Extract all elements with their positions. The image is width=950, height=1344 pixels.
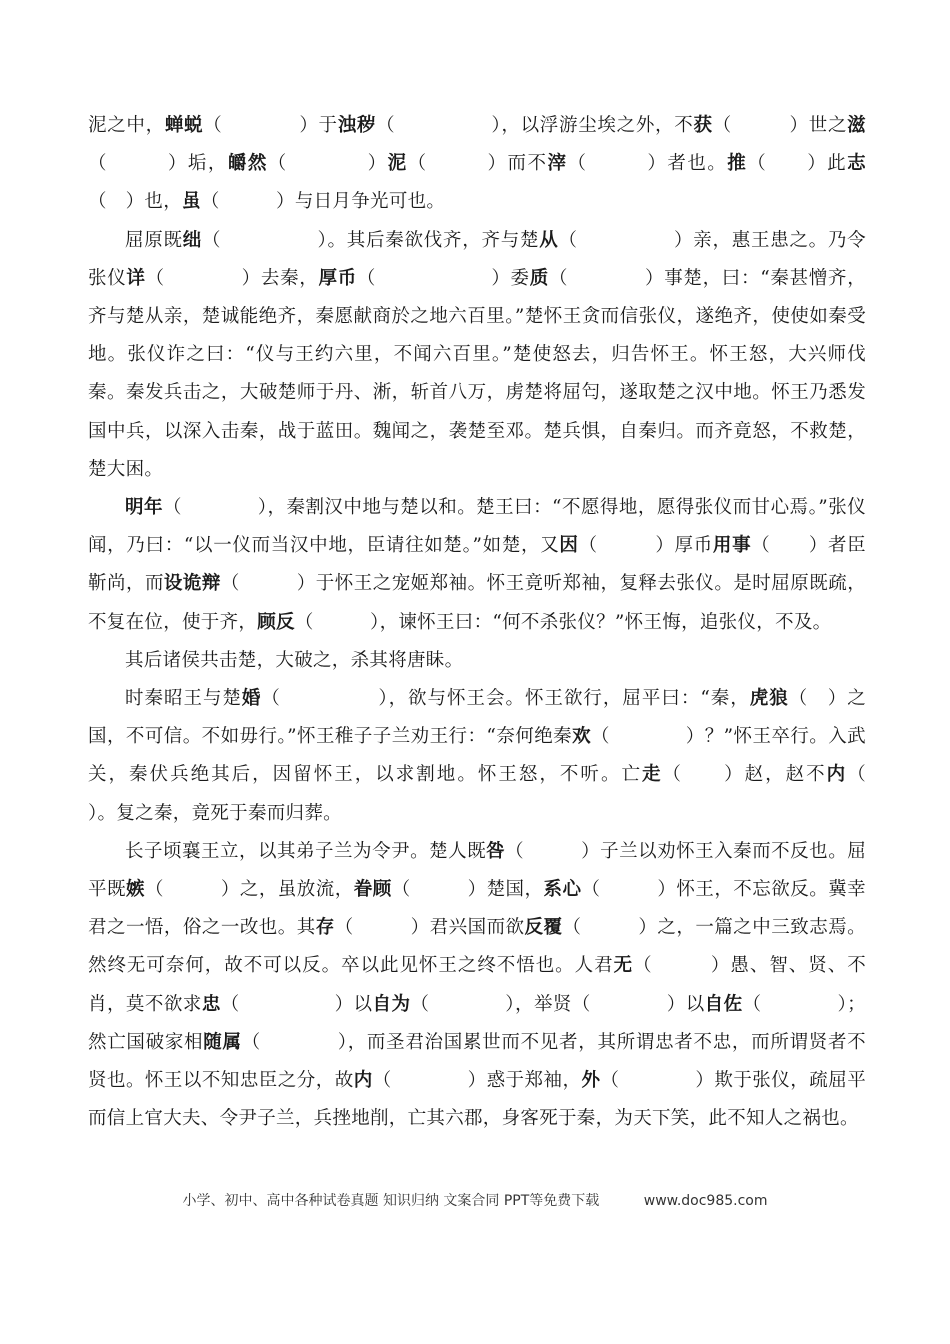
text-run: （ ）楚国，: [391, 879, 544, 901]
page-footer: [0, 1190, 950, 1210]
keyword-term: 存: [315, 917, 335, 939]
text-run: （ ）愚、智、贤、不肖，莫不欲求: [88, 955, 866, 1015]
text-run: （ ）怀王，不忘欲反。冀幸君之一悟，俗之一改也。其: [88, 879, 866, 939]
text-run: （ ）世之: [712, 115, 848, 136]
text-run: 时秦昭王与楚: [125, 688, 242, 710]
footer-text: 小学、初中、高中各种试卷真题 知识归纳 文案合同 PPT等免费下载: [182, 1193, 600, 1209]
text-run: （ ）去秦，: [145, 267, 319, 289]
keyword-term: 泥: [387, 153, 408, 175]
keyword-term: 走: [641, 764, 663, 786]
keyword-term: 厚币: [318, 267, 357, 289]
keyword-term: 自为: [372, 993, 411, 1015]
text-run: 泥之中，: [88, 115, 165, 136]
keyword-term: 从: [539, 229, 559, 251]
paragraph: [88, 222, 866, 489]
footer-url[interactable]: www.doc985.com: [643, 1193, 768, 1209]
keyword-term: 内: [353, 1070, 373, 1092]
text-run: （ ）之，一篇之中三致志焉。然终无可奈何，故不可以反。卒以此见怀王之终不悟也。人君: [88, 917, 866, 977]
text-run: （ ）与日月争光可也。: [200, 191, 446, 213]
keyword-term: 忠: [201, 993, 221, 1015]
text-run: （ ）。其后秦欲伐齐，齐与楚: [202, 229, 540, 251]
text-run: （ ），欲与怀王会。怀王欲行，屈平曰：“秦，: [261, 688, 750, 710]
text-run: （ ）子兰以劝怀王入秦而不反也。屈平既: [88, 840, 866, 901]
text-run: （ ）之国，不可信。不如毋行。”怀王稚子子兰劝王行：“奈何绝秦: [88, 688, 867, 748]
text-run: （ ）之，虽放流，: [144, 879, 354, 901]
text-run: 长子顷襄王立，以其弟子兰为令尹。楚人既: [125, 840, 487, 862]
text-run: （ ）；然亡国破家相: [88, 993, 866, 1053]
keyword-term: 外: [581, 1070, 601, 1092]
text-run: （ ）事楚，曰：“秦甚憎齐，齐与楚从亲，楚诚能绝齐，秦愿献商於之地六百里。”楚怀王贪而信张仪，遂绝齐，使使如秦受地。张仪诈之曰：“仪与王约六里，不闻六百里。”楚使怒去，归告怀王。怀王怒，大兴师伐秦。秦发兵击之，大破楚师于丹、淅，斩首八万，虏楚将屈匄，遂取楚之汉中地。怀王乃悉发国中兵，以深入击秦，战于蓝田。魏闻之，袭楚至邓。楚兵惧，自秦归。而齐竟怒，不救楚，楚大困。: [88, 267, 867, 480]
text-run: （ ），以浮游尘埃之外，不: [376, 115, 694, 136]
keyword-term: 眷顾: [353, 879, 392, 901]
text-run: （ ）垢，: [88, 153, 228, 175]
keyword-term: 设诡辩: [163, 573, 221, 595]
text-run: 屈原既: [125, 229, 183, 251]
text-run: （ ）亲，惠王患之。乃令张仪: [88, 229, 866, 289]
text-run: （ ）者臣靳尚，而: [88, 535, 866, 595]
text-run: （ ）于怀王之宠姬郑袖。怀王竟听郑袖，复释去张仪。是时屈原既疏，不复在位，使于齐，: [88, 573, 867, 633]
keyword-term: 浊秽: [337, 115, 377, 136]
keyword-term: 咎: [486, 840, 506, 862]
keyword-term: 虎狼: [749, 688, 789, 710]
text-run: （ ）于: [203, 115, 338, 136]
text-run: 其后诸侯共击楚，大破之，杀其将唐眛。: [125, 649, 464, 671]
text-run: （ ）也，: [88, 191, 183, 213]
text-run: （ ）者也。: [567, 153, 728, 175]
text-run: （ ）而不: [407, 153, 548, 175]
keyword-term: 皭然: [227, 153, 268, 175]
keyword-term: 嫉: [125, 879, 145, 901]
text-run: （ ）以: [220, 993, 373, 1015]
paragraph: [88, 107, 866, 222]
text-run: （ ）厚币: [578, 535, 713, 557]
paragraph: [88, 642, 866, 680]
keyword-term: 顾反: [257, 611, 295, 633]
keyword-term: 用事: [712, 535, 752, 557]
document-body: [88, 107, 942, 1138]
keyword-term: 内: [826, 764, 848, 786]
text-run: （ ）惑于郑袖，: [372, 1070, 582, 1092]
paragraph: [88, 833, 866, 1139]
keyword-term: 虽: [182, 191, 201, 213]
keyword-term: 志: [847, 153, 866, 175]
paragraph: [88, 680, 942, 833]
keyword-term: 详: [126, 267, 146, 289]
text-run: （ ）赵，赵不: [662, 764, 827, 786]
keyword-term: 无: [613, 955, 634, 977]
keyword-term: 欢: [572, 726, 592, 748]
keyword-term: 婚: [241, 688, 262, 710]
text-run: （ ）: [267, 153, 388, 175]
text-run: （ ）？”怀王卒行。入武关，秦伏兵绝其后，因留怀王，以求割地。怀王怒，不听。亡: [88, 726, 866, 786]
keyword-term: 滋: [847, 115, 866, 136]
keyword-term: 推: [727, 153, 748, 175]
keyword-term: 系心: [543, 879, 582, 901]
text-run: （ ）此: [747, 153, 848, 175]
text-run: （ ）欺于张仪，疏屈平而信上官大夫、令尹子兰，兵挫地削，亡其六郡，身客死于秦，为天下笑，此不知人之祸也。: [88, 1070, 866, 1130]
keyword-term: 蝉蜕: [164, 115, 204, 136]
paragraph: [88, 489, 866, 642]
keyword-term: 因: [559, 535, 579, 557]
keyword-term: 滓: [547, 153, 568, 175]
keyword-term: 随属: [203, 1031, 242, 1053]
text-run: （ ），而圣君治国累世而不见者，其所谓忠者不忠，而所谓贤者不贤也。怀王以不知忠臣之分，故: [88, 1031, 866, 1092]
keyword-term: 自佐: [704, 993, 743, 1015]
keyword-term: 质: [529, 267, 549, 289]
keyword-term: 获: [693, 115, 713, 136]
text-run: （ ），举贤（ ）以: [410, 993, 705, 1015]
text-run: （ ），秦割汉中地与楚以和。楚王曰：“不愿得地，愿得张仪而甘心焉。”张仪闻，乃曰：“以一仪而当汉中地，臣请往如楚。”如楚，又: [88, 497, 866, 557]
keyword-term: 反覆: [524, 917, 563, 939]
keyword-term: 绌: [182, 229, 202, 251]
text-run: （ ）委: [356, 267, 530, 289]
keyword-term: 明年: [125, 497, 163, 519]
text-run: （ ）君兴国而欲: [334, 917, 525, 939]
text-run: （ ），谏怀王曰：“何不杀张仪？”怀王悔，追张仪，不及。: [294, 611, 832, 633]
text-run: （ ）。复之秦，竟死于秦而归葬。: [88, 764, 942, 824]
